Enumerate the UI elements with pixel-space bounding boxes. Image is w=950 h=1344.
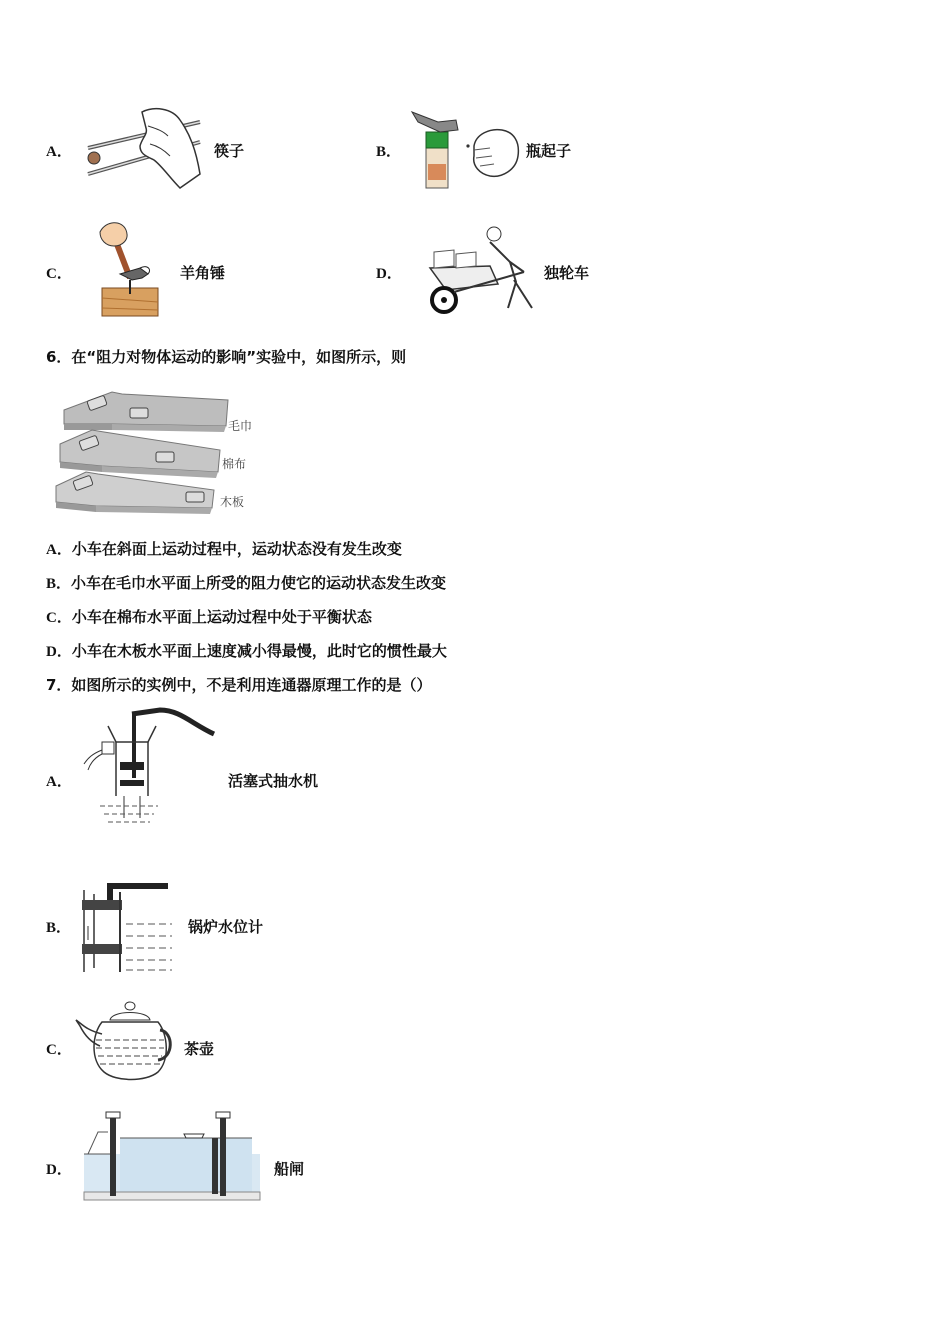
q6-option-c-text: 小车在棉布水平面上运动过程中处于平衡状态 bbox=[71, 608, 372, 626]
wheelbarrow-icon bbox=[424, 222, 544, 314]
q5-option-c-caption: 羊角锤 bbox=[180, 264, 226, 282]
q6-option-d-text: 小车在木板水平面上速度减小得最慢，此时它的惯性最大 bbox=[71, 642, 447, 660]
label-cotton: 棉布 bbox=[222, 457, 247, 471]
q6-option-c bbox=[46, 606, 372, 627]
q6-option-a bbox=[46, 538, 402, 559]
q7-option-d-caption: 船闸 bbox=[274, 1160, 305, 1178]
q6-option-d-letter: D． bbox=[46, 644, 72, 660]
teapot-icon bbox=[72, 998, 176, 1086]
label-towel: 毛巾 bbox=[228, 419, 253, 433]
ship-lock-icon bbox=[84, 1112, 260, 1206]
q5-option-a-letter: A． bbox=[46, 144, 72, 160]
boiler-gauge-icon bbox=[80, 880, 180, 976]
q6-option-b bbox=[46, 572, 446, 593]
bottle-opener-icon bbox=[410, 108, 522, 190]
q5-option-d-caption: 独轮车 bbox=[544, 264, 590, 282]
q7-option-d-letter: D． bbox=[46, 1162, 72, 1178]
claw-hammer-icon bbox=[96, 218, 162, 318]
piston-pump-icon bbox=[80, 706, 220, 830]
friction-experiment-figure bbox=[52, 382, 262, 516]
q6-option-a-letter: A． bbox=[46, 542, 72, 558]
chopsticks-icon bbox=[84, 104, 204, 190]
q7-option-a-caption: 活塞式抽水机 bbox=[228, 772, 319, 790]
q5-option-b-caption: 瓶起子 bbox=[526, 142, 572, 160]
q7-option-b-letter: B． bbox=[46, 920, 72, 936]
q7-option-b-caption: 锅炉水位计 bbox=[188, 918, 264, 936]
label-board: 木板 bbox=[220, 495, 245, 509]
q5-option-c-letter: C． bbox=[46, 266, 72, 282]
q7-option-a-letter: A． bbox=[46, 774, 72, 790]
q7-stem: 7．如图所示的实例中，不是利用连通器原理工作的是（） bbox=[46, 676, 432, 694]
q6-option-b-text: 小车在毛巾水平面上所受的阻力使它的运动状态发生改变 bbox=[71, 574, 447, 592]
q7-option-c-caption: 茶壶 bbox=[184, 1040, 215, 1058]
q5-option-d-letter: D． bbox=[376, 266, 402, 282]
q5-option-b-letter: B． bbox=[376, 144, 402, 160]
q5-option-a-caption: 筷子 bbox=[214, 142, 245, 160]
q6-option-d bbox=[46, 640, 447, 661]
q7-option-c-letter: C． bbox=[46, 1042, 72, 1058]
q6-option-b-letter: B． bbox=[46, 576, 72, 592]
q6-stem: 6．在“阻力对物体运动的影响”实验中，如图所示，则 bbox=[46, 348, 407, 366]
q6-option-c-letter: C． bbox=[46, 610, 72, 626]
q6-option-a-text: 小车在斜面上运动过程中，运动状态没有发生改变 bbox=[71, 540, 402, 558]
